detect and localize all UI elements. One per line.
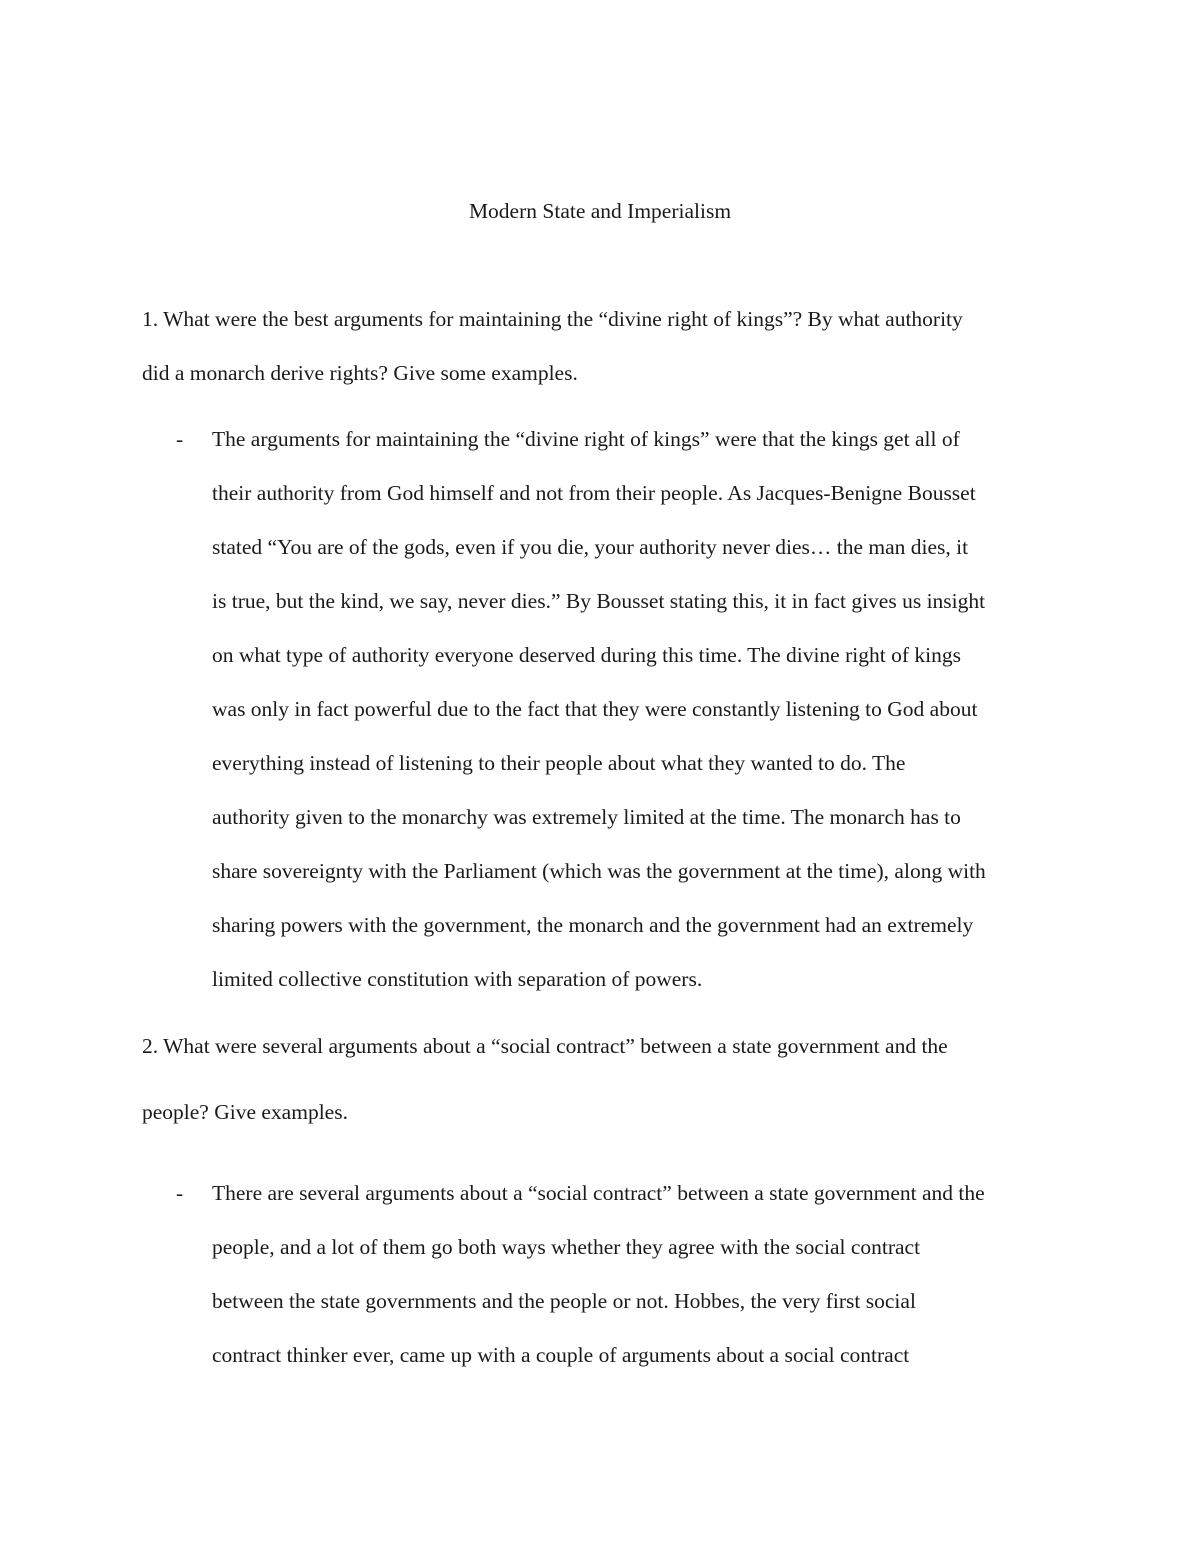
answer-1-line-6: was only in fact powerful due to the fact that they were constantly listening to God about [212, 697, 978, 721]
answer-1-line-7: everything instead of listening to their people about what they wanted to do. The [212, 751, 906, 775]
answer-1-line-1: The arguments for maintaining the “divine right of kings” were that the kings get all of [212, 427, 960, 451]
answer-2-line-1: There are several arguments about a “social contract” between a state government and the [212, 1181, 985, 1205]
answer-1-line-2: their authority from God himself and not from their people. As Jacques-Benigne Bousset [212, 481, 976, 505]
answer-1-line-3: stated “You are of the gods, even if you die, your authority never dies… the man dies, it [212, 535, 969, 559]
answer-1-line-10: sharing powers with the government, the monarch and the government had an extremely [212, 913, 974, 937]
answer-1-line-11: limited collective constitution with separation of powers. [212, 967, 703, 991]
question-1-line-1: 1. What were the best arguments for maintaining the “divine right of kings”? By what authority [142, 307, 963, 331]
question-1-line-2: did a monarch derive rights? Give some examples. [142, 361, 578, 385]
document-title: Modern State and Imperialism [468, 199, 732, 223]
answer-1-line-9: share sovereignty with the Parliament (which was the government at the time), along with [212, 859, 986, 883]
answer-1-line-5: on what type of authority everyone deserved during this time. The divine right of kings [212, 643, 961, 667]
answer-1-bullet: - [176, 427, 184, 451]
question-2-line-2: people? Give examples. [142, 1100, 348, 1124]
question-2-line-1: 2. What were several arguments about a “social contract” between a state government and the [142, 1034, 948, 1058]
answer-2-line-4: contract thinker ever, came up with a couple of arguments about a social contract [212, 1343, 910, 1367]
answer-1-line-4: is true, but the kind, we say, never dies.” By Bousset stating this, it in fact gives us insight [212, 589, 986, 613]
answer-2-bullet: - [176, 1181, 184, 1205]
answer-2-line-3: between the state governments and the people or not. Hobbes, the very first social [212, 1289, 916, 1313]
answer-2-line-2: people, and a lot of them go both ways whether they agree with the social contract [212, 1235, 921, 1259]
answer-1-line-8: authority given to the monarchy was extremely limited at the time. The monarch has to [212, 805, 961, 829]
